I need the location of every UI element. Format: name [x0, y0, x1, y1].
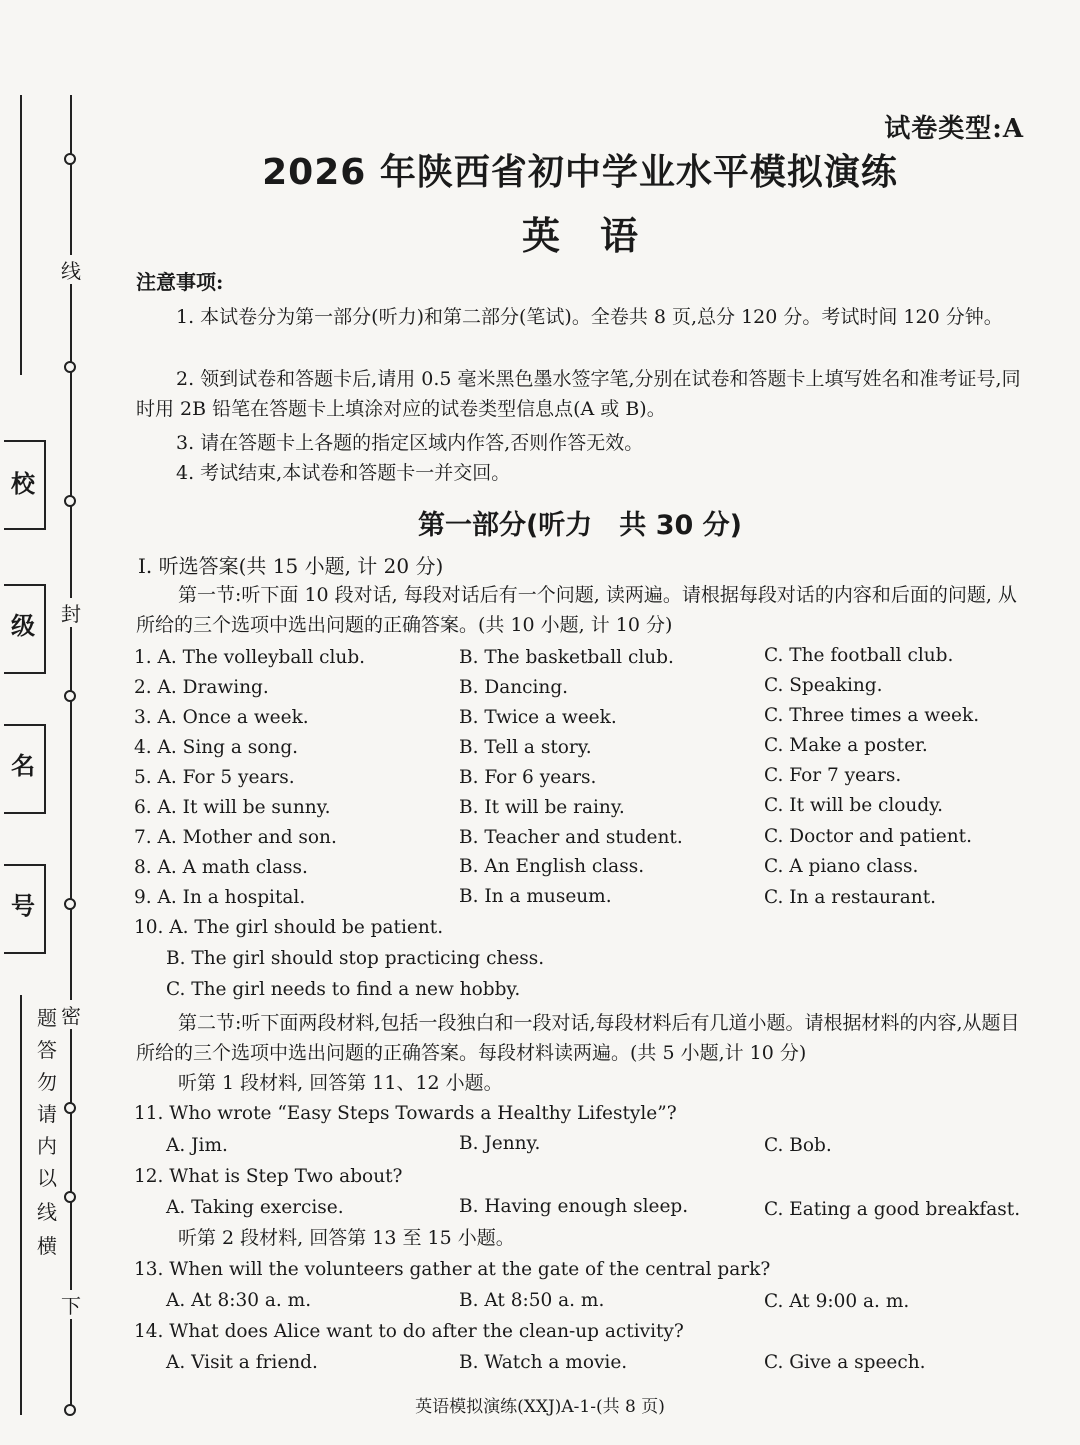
q14-stem: 14. What does Alice want to do after the clean-up activity?	[134, 1321, 684, 1342]
q1-option-a: 1. A. The volleyball club.	[134, 647, 366, 668]
warning-char: 答	[37, 1038, 57, 1062]
q13-option-b: B. At 8:50 a. m.	[459, 1290, 605, 1311]
seal-circle	[64, 1102, 76, 1114]
seal-circle	[64, 690, 76, 702]
warning-char: 勿	[37, 1070, 57, 1094]
q9-option-c: C. In a restaurant.	[764, 887, 937, 908]
q4-option-a: 4. A. Sing a song.	[134, 737, 299, 758]
q9-option-b: B. In a museum.	[459, 886, 612, 907]
q10-option-a: 10. A. The girl should be patient.	[134, 917, 444, 938]
material-2-heading: 听第 2 段材料, 回答第 13 至 15 小题。	[178, 1227, 515, 1249]
page-footer: 英语模拟演练(XXJ)A-1-(共 8 页)	[415, 1397, 665, 1417]
seal-char-line: 线	[58, 255, 84, 284]
q2-option-a: 2. A. Drawing.	[134, 677, 269, 698]
q12-option-b: B. Having enough sleep.	[459, 1196, 689, 1217]
material-1-heading: 听第 1 段材料, 回答第 11、12 小题。	[178, 1072, 503, 1094]
paper-type: 试卷类型:A	[884, 114, 1024, 144]
q8-option-a: 8. A. A math class.	[134, 857, 308, 878]
q14-option-a: A. Visit a friend.	[166, 1352, 318, 1373]
q2-option-b: B. Dancing.	[459, 677, 569, 698]
seal-line	[70, 95, 72, 1410]
q1-option-b: B. The basketball club.	[459, 647, 674, 668]
q7-option-b: B. Teacher and student.	[459, 827, 683, 848]
note-item-4: 4. 考试结束,本试卷和答题卡一并交回。	[176, 462, 511, 484]
margin-outer-line	[20, 995, 22, 1415]
q6-option-a: 6. A. It will be sunny.	[134, 797, 331, 818]
q12-option-c: C. Eating a good breakfast.	[764, 1199, 1021, 1220]
q6-option-c: C. It will be cloudy.	[764, 795, 944, 816]
q13-option-c: C. At 9:00 a. m.	[764, 1291, 910, 1312]
q2-option-c: C. Speaking.	[764, 675, 883, 696]
note-item-3: 3. 请在答题卡上各题的指定区域内作答,否则作答无效。	[176, 432, 644, 454]
q11-stem: 11. Who wrote “Easy Steps Towards a Healthy Lifestyle”?	[134, 1103, 677, 1124]
q11-option-a: A. Jim.	[166, 1135, 228, 1156]
q13-option-a: A. At 8:30 a. m.	[166, 1290, 312, 1311]
q1-option-c: C. The football club.	[764, 645, 954, 666]
seal-circle	[64, 495, 76, 507]
note-item-1: 1. 本试卷分为第一部分(听力)和第二部分(笔试)。全卷共 8 页,总分 120 分。考试时间 120 分钟。	[176, 306, 1003, 328]
q3-option-a: 3. A. Once a week.	[134, 707, 309, 728]
school-field-label: 校	[11, 469, 35, 498]
q5-option-a: 5. A. For 5 years.	[134, 767, 295, 788]
q6-option-b: B. It will be rainy.	[459, 797, 625, 818]
name-field-label: 名	[11, 751, 35, 780]
seal-circle	[64, 361, 76, 373]
q13-stem: 13. When will the volunteers gather at the gate of the central park?	[134, 1259, 771, 1280]
q9-option-a: 9. A. In a hospital.	[134, 887, 306, 908]
warning-char: 题	[37, 1006, 57, 1030]
seal-char-secret: 密	[58, 1000, 84, 1029]
warning-char: 以	[37, 1166, 57, 1190]
part1-heading: 第一部分(听力 共 30 分)	[417, 510, 743, 541]
q10-option-c: C. The girl needs to find a new hobby.	[166, 979, 521, 1000]
warning-char: 线	[37, 1200, 57, 1224]
sub1-instruction: 第一节:听下面 10 段对话, 每段对话后有一个问题, 读两遍。请根据每段对话的内容和后面的问题, 从所给的三个选项中选出问题的正确答案。(共 10 小题, 计 10 分)	[136, 584, 1017, 636]
q12-stem: 12. What is Step Two about?	[134, 1166, 403, 1187]
q12-option-a: A. Taking exercise.	[166, 1197, 344, 1218]
seal-circle	[64, 153, 76, 165]
q14-option-b: B. Watch a movie.	[459, 1352, 628, 1373]
warning-char: 内	[37, 1134, 57, 1158]
q3-option-c: C. Three times a week.	[764, 705, 980, 726]
section-I-heading: Ⅰ. 听选答案(共 15 小题, 计 20 分)	[138, 554, 444, 578]
q10-option-b: B. The girl should stop practicing chess.	[166, 948, 545, 969]
class-field-label: 级	[11, 611, 35, 640]
margin-outer-line	[20, 95, 22, 375]
q7-option-a: 7. A. Mother and son.	[134, 827, 337, 848]
q11-option-b: B. Jenny.	[459, 1133, 541, 1154]
q4-option-c: C. Make a poster.	[764, 735, 928, 756]
q11-option-c: C. Bob.	[764, 1135, 832, 1156]
q4-option-b: B. Tell a story.	[459, 737, 592, 758]
q5-option-c: C. For 7 years.	[764, 765, 902, 786]
q3-option-b: B. Twice a week.	[459, 707, 617, 728]
q7-option-c: C. Doctor and patient.	[764, 826, 972, 847]
note-item-2: 2. 领到试卷和答题卡后,请用 0.5 毫米黑色墨水签字笔,分别在试卷和答题卡上填写姓名和准考证号,同时用 2B 铅笔在答题卡上填涂对应的试卷类型信息点(A 或 B)。	[136, 368, 1021, 420]
q14-option-c: C. Give a speech.	[764, 1352, 926, 1373]
sub2-instruction: 第二节:听下面两段材料,包括一段独白和一段对话,每段材料后有几道小题。请根据材料的内容,从题目所给的三个选项中选出问题的正确答案。每段材料读两遍。(共 5 小题,计 10 分)	[136, 1012, 1020, 1064]
seal-char-below: 下	[58, 1290, 84, 1319]
q8-option-b: B. An English class.	[459, 856, 645, 877]
exam-subject: 英语	[521, 214, 678, 258]
notes-heading: 注意事项:	[136, 270, 224, 294]
number-field-label: 号	[11, 891, 35, 920]
warning-char: 请	[37, 1102, 57, 1126]
seal-char-seal: 封	[58, 598, 84, 627]
warning-char: 横	[37, 1234, 57, 1258]
seal-circle	[64, 1191, 76, 1203]
seal-circle	[64, 898, 76, 910]
q8-option-c: C. A piano class.	[764, 856, 919, 877]
exam-title: 2026 年陕西省初中学业水平模拟演练	[262, 152, 898, 193]
q5-option-b: B. For 6 years.	[459, 767, 597, 788]
